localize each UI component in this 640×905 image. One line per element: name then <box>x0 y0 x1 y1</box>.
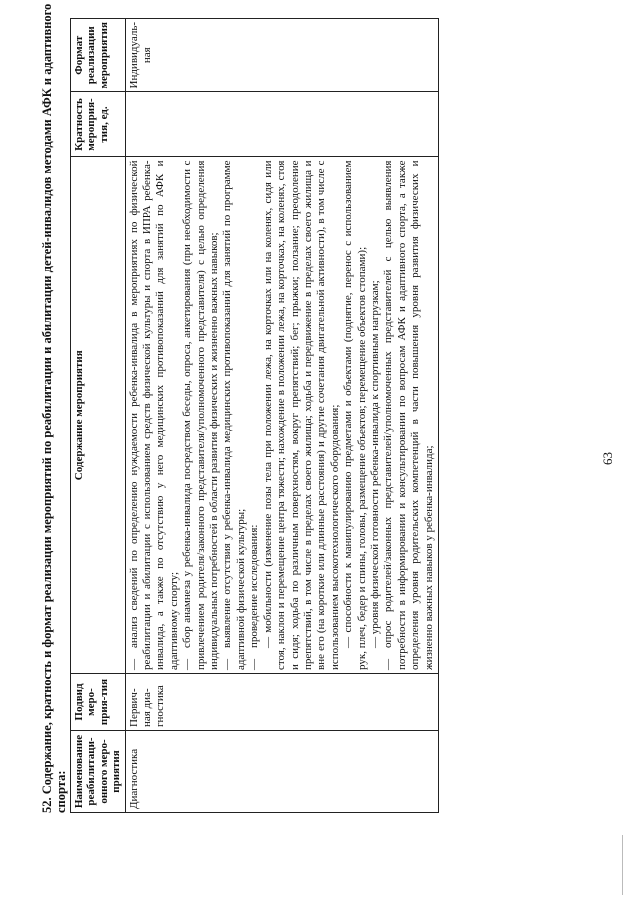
content-subitem-text: уровня физической готовности ребенка-инвалида к спортивным нагрузкам; <box>368 280 381 635</box>
header-content: Содержание мероприятия <box>71 157 126 674</box>
content-item <box>128 161 182 671</box>
content-subitem-text: мобильности (изменение позы тела при положении лежа, на корточках или на коленях, сидя или стоя, наклон и перемещение центра тяжести; нахождение в положении лежа, на корточках, на коленях, стоя и сидя; ходьба по различным поверхностям, вокруг препятствий; бег; прыжки; ползание; преодоление препятствий, в том числе в пределах своего жилища; ходьба и передвижение в пределах своего жилища и вне его (на короткие или длинные расстояния) и другие сочетания двигательной активности), в том числе с использованием высокотехнологического оборудования; <box>261 160 341 670</box>
table-header-row <box>71 19 126 813</box>
header-name: Наименование реабилитаци-онного меро-приятия <box>71 731 126 813</box>
cell-format: Индивидуаль-ная <box>125 19 438 93</box>
table-row <box>125 19 438 813</box>
cell-multiplicity <box>125 92 438 157</box>
content-item-text: сбор анамнеза у ребенка-инвалида посредством беседы, опроса, анкетирования (при необходимости с привлечением родителя/законного представителя/уполномоченного представителя) с целью определения индивидуальных потребностей в области развития физических и жизненно важных навыков; <box>181 160 221 670</box>
content-subitem <box>262 161 342 671</box>
header-subtype: Подвид меро-прия-тия <box>71 674 126 731</box>
content-item-text: опрос родителей/законных представителей/уполномоченных представителей с целью выявления потребности в информировании и консультировании по вопросам АФК и адаптивного спорта, а также определения уровня родительских компетенций в части повышения уровня развития физических и жизненно важных навыков у ребенка-инвалида; <box>382 160 435 670</box>
cell-name: Диагностика <box>125 731 438 813</box>
dash-marker: — <box>342 637 355 648</box>
content-item-text: выявление отсутствия у ребенка-инвалида медицинских противопоказаний для занятий по программе адаптивной физической культуры; <box>221 160 247 670</box>
content-subitem <box>369 161 382 671</box>
content-subitem-text: способности к манипулированию предметами и объектами (поднятие, перенос с использованием рук, плеч, бедер и спины, головы, размещение объектов; перемещение объектов стопами); <box>342 160 368 670</box>
section-heading: 52. Содержание, кратность и формат реализации мероприятий по реабилитации и абилитации детей-инвалидов методами АФК и адаптивного спорта: <box>40 3 68 813</box>
cell-content <box>125 157 438 674</box>
page-number: 63 <box>600 452 615 465</box>
header-multiplicity: Кратность мероприя-тия, ед. <box>71 92 126 157</box>
content-subitem <box>342 161 369 671</box>
content-item <box>221 161 248 671</box>
content-item <box>181 161 221 671</box>
dash-marker: — <box>382 659 395 670</box>
header-format: Формат реализации мероприятия <box>71 19 126 93</box>
dash-marker: — <box>181 659 194 670</box>
margin-mark <box>622 835 623 895</box>
content-item <box>382 161 436 671</box>
content-item-text: анализ сведений по определению нуждаемости ребенка-инвалида в мероприятиях по физической реабилитации и абилитации с использованием средств физической культуры и спорта в ИПРА ребенка-инвалида, а также по отсутствию у него медицинских противопоказаний для занятий по АФК и адаптивному спорту; <box>127 160 180 670</box>
dash-marker: — <box>248 659 261 670</box>
cell-subtype: Первич-ная диа-гностика <box>125 674 438 731</box>
dash-marker: — <box>368 637 381 648</box>
content-item <box>248 161 261 671</box>
dash-marker: — <box>127 659 140 670</box>
activities-table <box>70 18 439 813</box>
content-item-text: проведение исследования: <box>248 524 261 648</box>
dash-marker: — <box>261 637 274 648</box>
dash-marker: — <box>221 659 234 670</box>
